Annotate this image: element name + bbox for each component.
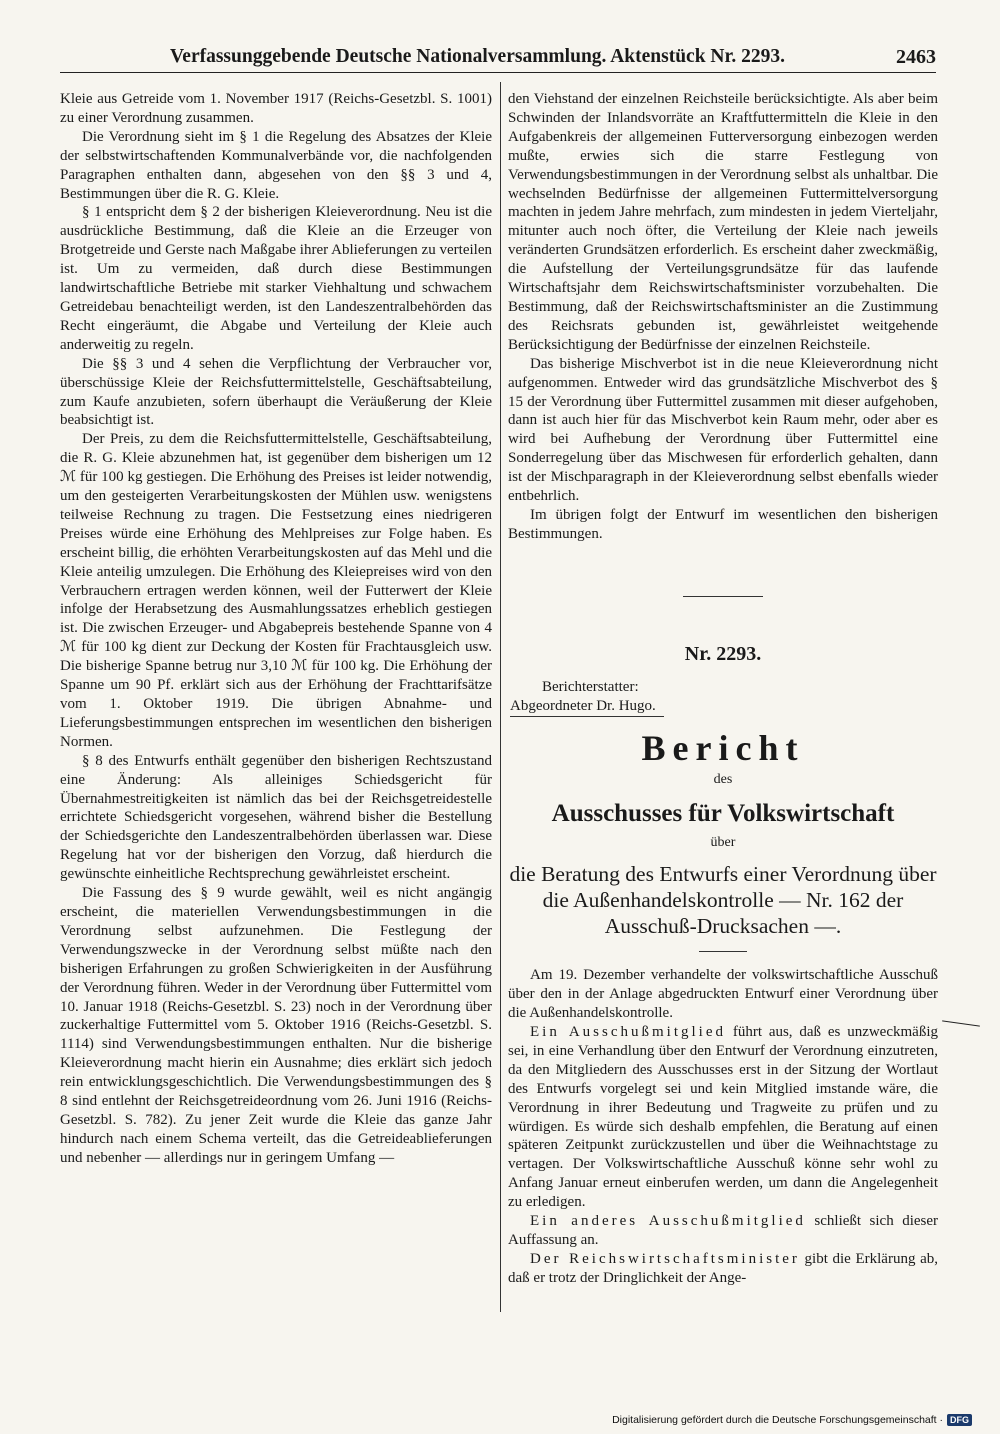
- left-paragraph-6: § 8 des Entwurfs enthält gegenüber den bisherigen Rechtszustand eine Änderung: Als alleiniges Schiedsgericht für Übernahmestreitigkeiten ist nämlich das bei der Reichsgetreidestelle errichtete Schiedsgericht vorgesehen, während bisher die Bestellung der Schiedsgerichte den Landeszentralbehörden überlassen war. Diese Regelung hat vor der bisherigen den Vorzug, daß hierdurch die gewünschte einheitliche Rechtsprechung gewährleistet erscheint.: [60, 752, 492, 883]
- heading-des: des: [713, 772, 733, 788]
- report-paragraph-3-text: schließt sich dieser Auffassung an.: [508, 1213, 938, 1248]
- report-paragraph-1: Am 19. Dezember verhandelte der volkswirtschaftliche Ausschuß über den in der Anlage abgedruckten Entwurf einer Verordnung über die Außenhandelskontrolle.: [508, 967, 938, 1022]
- report-paragraph-2-text: führt aus, daß es unzweckmäßig sei, in eine Verhandlung über den Entwurf der Verordnung einzutreten, da den Mitgliedern des Ausschusses erst in der Sitzung der Wortlaut des Entwurfs vorgelegt sei und kein Mitglied imstande wäre, die Verordnung in ihrer Bedeutung und Tragweite zu prüfen und zu würdigen. Es würde sich deshalb empfehlen, die Beratung auf einen späteren Zeitpunkt zurückzustellen und über die Weihnachtstage zu vertagen. Der Volkswirtschaftliche Ausschuß könne sehr wohl zu Anfang Januar erneut einberufen werden, um dann die Angelegenheit zu erledigen.: [508, 1024, 938, 1211]
- left-paragraph-4: Die §§ 3 und 4 sehen die Verpflichtung der Verbraucher vor, überschüssige Kleie der Reichsfuttermittelstelle, Geschäftsabteilung, zum Kaufe anzubieten, sofern überhaupt die Veräußerung der Kleie beabsichtigt ist.: [60, 355, 492, 429]
- reporter-label: Berichterstatter:: [542, 678, 639, 695]
- report-paragraph-4-text: gibt die Erklärung ab, daß er trotz der Dringlichkeit der Ange-: [508, 1250, 938, 1286]
- digitization-footer: [612, 1414, 972, 1426]
- subject-rule: [699, 951, 747, 952]
- running-title: Verfassunggebende Deutsche Nationalversammlung. Aktenstück Nr. 2293.: [170, 46, 786, 67]
- report-subject: die Beratung des Entwurfs einer Verordnung über die Außenhandelskontrolle — Nr. 162 der Ausschuß-Drucksachen —.: [509, 862, 937, 939]
- left-column: [60, 90, 492, 1330]
- left-paragraph-5: Der Preis, zu dem die Reichsfuttermittelstelle, Geschäftsabteilung, die R. G. Kleie abzunehmen hat, ist gegenüber dem bisherigen um 12 ℳ für 100 kg gestiegen. Die Erhöhung des Preises ist leider notwendig, um den gesteigerten Verarbeitungskosten der Mühlen usw. wenigstens teilweise Rechnung zu tragen. Die Festsetzung eines niedrigeren Preises würde eine Erhöhung des Mehlpreises zur Folge haben. Es erscheint billig, die erhöhten Verarbeitungskosten auf das Mehl und die Kleie anteilig umzulegen. Die Erhöhung des Kleiepreises wird von den Verbrauchern ertragen werden können, weil der Futterwert der Kleie infolge der Herabsetzung des Ausmahlungssatzes erheblich gestiegen ist. Die zwischen Erzeuger- und Abgabepreis bestehende Spanne von 4 ℳ für 100 kg dient zur Deckung der Kosten für Frachtausgleich usw. Die bisherige Spanne betrug nur 3,10 ℳ für 100 kg. Die Erhöhung der Spanne um 90 Pf. erklärt sich aus der Erhöhung der Frachttarifsätze vom 1. Oktober 1919. Die übrigen Abnahme- und Lieferungsbestimmungen entsprechen im wesentlichen den bisherigen Normen.: [60, 431, 492, 750]
- report-paragraph-4: [508, 1250, 938, 1288]
- dfg-logo: DFG: [947, 1414, 972, 1426]
- right-paragraph-2: Das bisherige Mischverbot ist in die neue Kleieverordnung nicht aufgenommen. Entweder wird das grundsätzliche Mischverbot des § 15 der Verordnung über Futtermittel zusammen mit dieser aufgehoben, dann ist auch hier für das Mischverbot kein Raum mehr, oder aber es wird bei Aufhebung der Verordnung über Futtermittel eine Sonderregelung über das Mischwesen für erforderlich gehalten, dann ist der Mischparagraph in der Kleieverordnung selbst ebenfalls wieder entbehrlich.: [508, 355, 938, 505]
- right-column: [508, 90, 938, 1330]
- report-heading: Bericht: [641, 728, 805, 769]
- left-paragraph-7: Die Fassung des § 9 wurde gewählt, weil es nicht angängig erscheint, die materiellen Verwendungsbestimmungen in die Verordnung selbst aufzunehmen. Die Festlegung der Verwendungszwecke in der Verordnung selbst müßte nach den bisherigen Erfahrungen zu großen Schwierigkeiten in der Ausführung der Verordnung führen. Weder in der Verordnung über Futtermittel vom 10. Januar 1918 (Reichs-Gesetzbl. S. 23) noch in der Verordnung über zuckerhaltige Futtermittel vom 5. Oktober 1916 (Reichs-Gesetzbl. S. 1114) sind Verwendungsbestimmungen enthalten. Nur die bisherige Kleieverordnung macht hierin ein Ausnahme; dies erklärt sich jedoch rein entwicklungsgeschichtlich. Die Verwendungsbestimmungen des § 8 sind entlehnt der Reichsgetreideordnung vom 26. Juni 1916 (Reichs-Gesetzbl. S. 782). Zu jener Zeit wurde die Kleie das ganze Jahr hindurch nach einem Schema verteilt, das die Getreideablieferungen und nebenher — allerdings nur in geringem Umfang —: [60, 885, 492, 1166]
- header-rule: [60, 72, 936, 73]
- page-number: 2463: [896, 46, 936, 68]
- heading-ueber: über: [710, 835, 736, 851]
- speaker-1: Ein Ausschußmitglied: [530, 1024, 726, 1040]
- margin-pen-mark: [942, 1020, 980, 1026]
- reporter-name: Abgeordneter Dr. Hugo.: [510, 697, 664, 718]
- right-paragraph-3: Im übrigen folgt der Entwurf im wesentlichen den bisherigen Bestimmungen.: [508, 506, 938, 542]
- left-paragraph-3: § 1 entspricht dem § 2 der bisherigen Kleieverordnung. Neu ist die ausdrückliche Bestimmung, daß die Kleie an die Erzeuger von Brotgetreide und Gerste nach Maßgabe ihrer Ablieferungen zu verteilen ist. Um zu vermeiden, daß durch diese Bestimmungen landwirtschaftliche Betriebe mit starker Viehhaltung und schwachem Getreidebau benachteiligt werden, ist den Landeszentralbehörden das Recht eingeräumt, die Abgabe und Verteilung der Kleie auch anderweitig zu regeln.: [60, 204, 492, 353]
- left-paragraph-2: Die Verordnung sieht im § 1 die Regelung des Absatzes der Kleie der selbstwirtschaftenden Kommunalverbände vor, die nachfolgenden Paragraphen enthalten dann, abgesehen von den §§ 3 und 4, Bestimmungen über die R. G. Kleie.: [60, 128, 492, 202]
- right-paragraph-1: den Viehstand der einzelnen Reichsteile berücksichtigte. Als aber beim Schwinden der Inlandsvorräte an Kraftfuttermitteln die Kleie in den Aufgabenkreis der allgemeinen Futterversorgung einbezogen werden mußte, erwies sich die starre Festlegung von Verwendungsbestimmungen in der Verordnung selbst als unhaltbar. Die wechselnden Bedürfnisse der allgemeinen Futtermittelversorgung machten in jedem Jahre mehrfach, zum mindesten in jedem Vierteljahr, mitunter auch noch öfter, die Verteilung der Kleie nach jeweils veränderten Grundsätzen erforderlich. Es erscheint daher zweckmäßig, die Aufstellung der Verteilungsgrundsätze für das laufende Wirtschaftsjahr dem Reichswirtschaftsminister vorzubehalten. Die Bestimmung, daß der Reichswirtschaftsminister an die Zustimmung des Reichsrats gebunden ist, gewährleistet weitgehende Berücksichtigung der Bedürfnisse der einzelnen Reichsteile.: [508, 91, 938, 353]
- page-header: [60, 44, 936, 70]
- report-paragraph-2: [508, 1023, 938, 1212]
- committee-name: Ausschusses für Volkswirtschaft: [551, 800, 895, 828]
- report-paragraph-3: [508, 1212, 938, 1250]
- section-separator: [683, 596, 763, 597]
- footer-text: Digitalisierung gefördert durch die Deutsche Forschungsgemeinschaft ·: [612, 1414, 943, 1426]
- speaker-2: Ein anderes Ausschußmitglied: [530, 1213, 806, 1230]
- document-number: Nr. 2293.: [684, 642, 762, 665]
- left-paragraph-1: Kleie aus Getreide vom 1. November 1917 (Reichs-Gesetzbl. S. 1001) zu einer Verordnung zusammen.: [60, 91, 492, 126]
- speaker-3: Der Reichswirtschaftsminister: [530, 1250, 800, 1267]
- column-divider: [500, 82, 501, 1312]
